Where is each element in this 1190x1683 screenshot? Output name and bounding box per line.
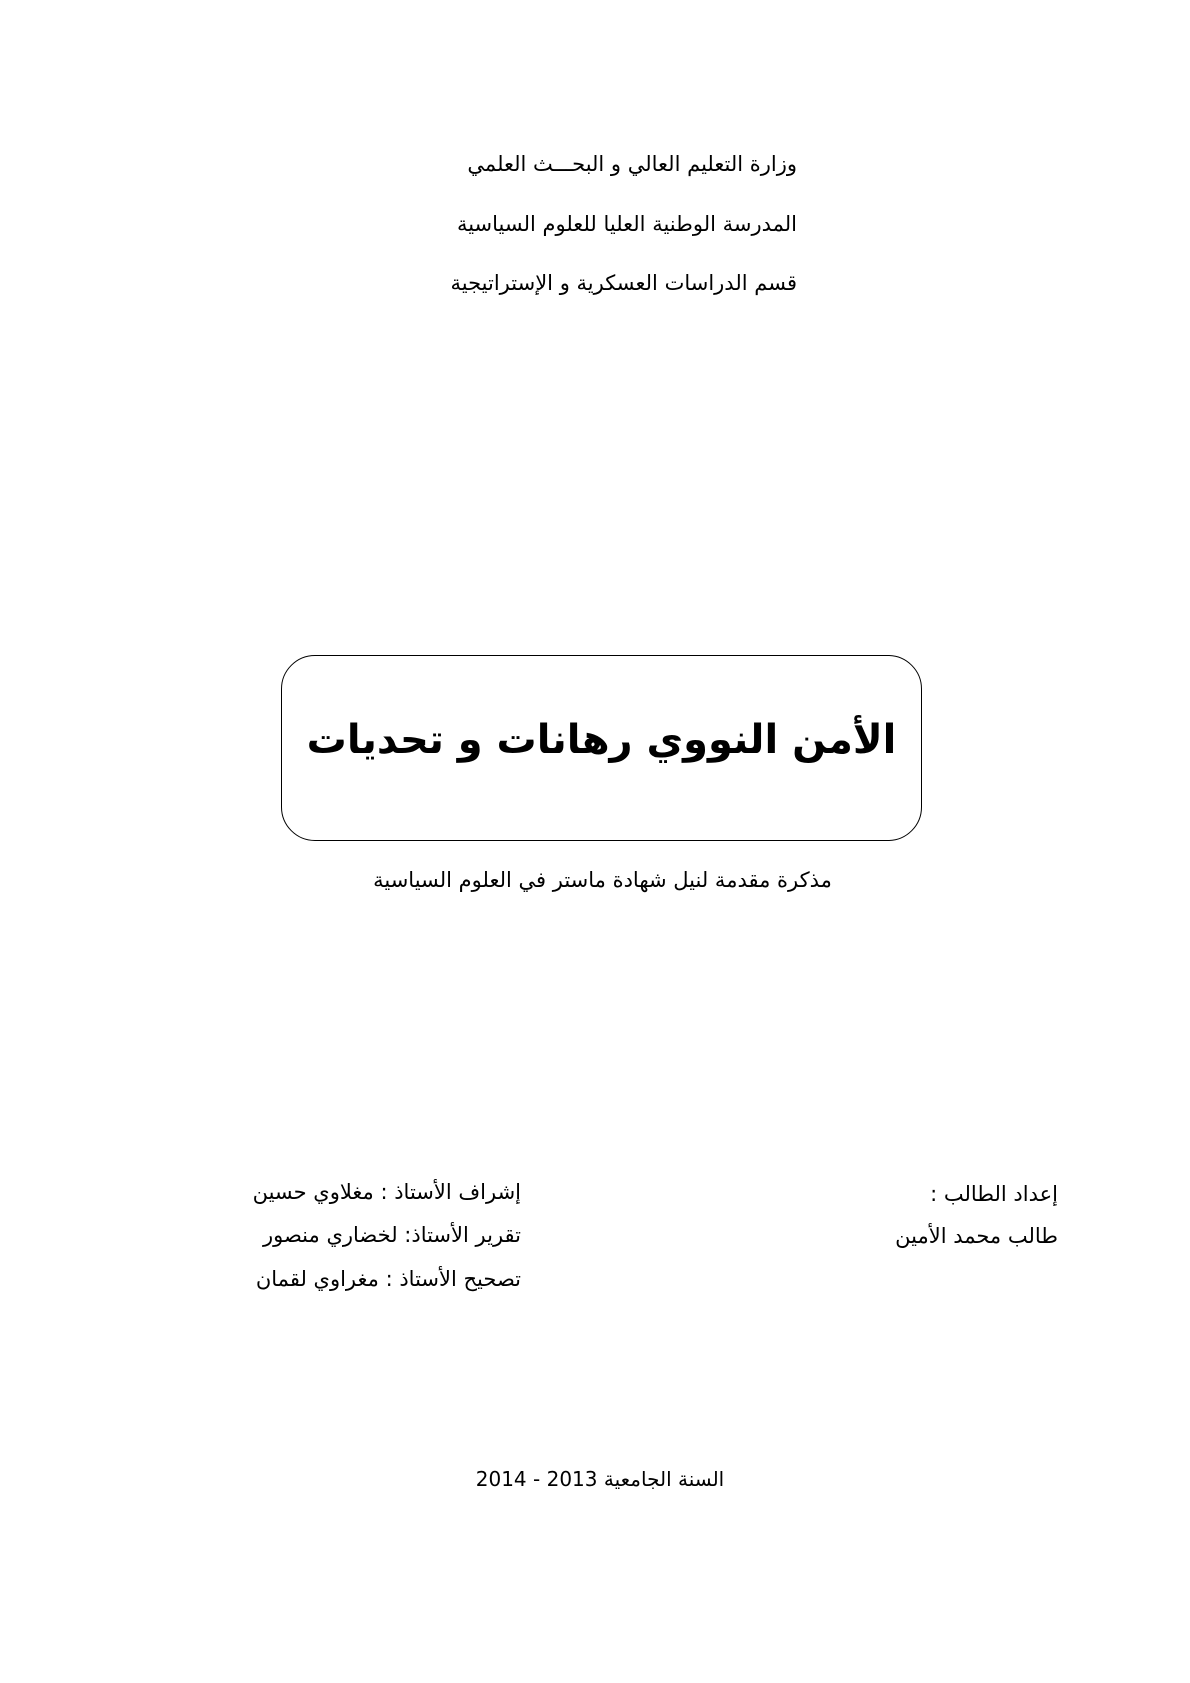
academic-year: السنة الجامعية 2013 - 2014 [475, 1467, 725, 1491]
thesis-subtitle: مذكرة مقدمة لنيل شهادة ماستر في العلوم السياسية [373, 868, 832, 892]
title-frame [281, 655, 922, 841]
school-name: المدرسة الوطنية العليا للعلوم السياسية [456, 212, 797, 236]
corrector-line: تصحيح الأستاذ : مغراوي لقمان [255, 1267, 521, 1291]
student-name: طالب محمد الأمين [895, 1224, 1058, 1248]
ministry-name: وزارة التعليم العالي و البحـــث العلمي [467, 152, 797, 176]
supervisor-line: إشراف الأستاذ : مغلاوي حسين [252, 1180, 521, 1204]
thesis-title: الأمن النووي رهانات و تحديات [306, 717, 897, 763]
student-label: إعداد الطالب : [930, 1182, 1058, 1206]
reporter-line: تقرير الأستاذ: لخضاري منصور [262, 1223, 521, 1247]
department-name: قسم الدراسات العسكرية و الإستراتيجية [450, 271, 797, 295]
